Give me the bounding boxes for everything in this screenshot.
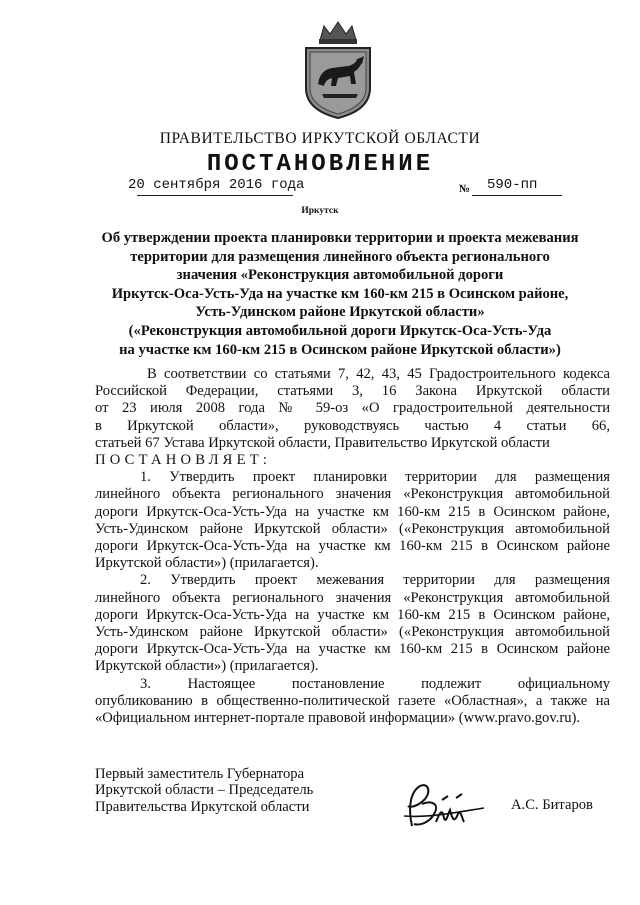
date-underline [137, 195, 293, 196]
position-line: Правительства Иркутской области [95, 798, 310, 815]
item-text: Утвердить проект межевания территории для размещения [170, 572, 610, 589]
number-sign: № [459, 183, 471, 195]
preamble-line: от 23 июля 2008 года № 59-оз «О градостроительной деятельности [95, 400, 610, 417]
document-number: 590-пп [487, 177, 538, 193]
item-line: дороги Иркутск-Оса-Усть-Уда на участке км 160-км 215 в Осинском районе, [95, 606, 610, 623]
item-line: линейного объекта регионального значения «Реконструкция автомобильной [95, 486, 610, 503]
document-type: ПОСТАНОВЛЕНИЕ [206, 151, 434, 178]
item-line: опубликованию в общественно-политической газете «Областная», а также на [95, 692, 610, 709]
item-line: Иркутской области») (прилагается). [95, 555, 319, 572]
item-text: Настоящее постановление подлежит официальному [187, 675, 610, 692]
title-line: территории для размещения линейного объекта регионального [130, 248, 550, 265]
title-line: Об утверждении проекта планировки территории и проекта межевания [101, 230, 579, 246]
resolves-word: ПОСТАНОВЛЯЕТ: [95, 452, 272, 469]
coat-of-arms-icon [298, 18, 378, 122]
preamble-line: статьей 67 Устава Иркутской области, Правительство Иркутской области [95, 434, 550, 451]
title-line: значения «Реконструкция автомобильной дороги [176, 267, 504, 284]
item-number: 3. [140, 675, 151, 692]
item-number: 1. [140, 469, 151, 486]
item-3-first-line [95, 676, 610, 693]
document-city: Иркутск [301, 206, 339, 216]
item-line: линейного объекта регионального значения «Реконструкция автомобильной [95, 589, 610, 606]
number-underline [472, 195, 562, 196]
signatory-name: А.С. Битаров [511, 797, 593, 813]
document-body [95, 366, 610, 727]
item-line: Усть-Удинском районе Иркутской области» («Реконструкция автомобильной [95, 520, 610, 537]
item-line: дороги Иркутск-Оса-Усть-Уда на участке км 160-км 215 в Осинском районе [95, 538, 610, 555]
item-1-first-line [95, 469, 610, 486]
preamble-line: Российской Федерации, статьями 3, 16 Закона Иркутской области [95, 383, 610, 400]
title-line: Иркутск-Оса-Усть-Уда на участке км 160-км 215 в Осинском районе, [111, 285, 569, 302]
document-title [70, 229, 610, 359]
item-text: Утвердить проект планировки территории для размещения [169, 469, 610, 486]
preamble-line: В соответствии со статьями 7, 42, 43, 45 Градостроительного кодекса [147, 366, 610, 382]
item-line: Иркутской области») (прилагается). [95, 658, 319, 675]
document-date: 20 сентября 2016 года [128, 177, 305, 193]
item-number: 2. [140, 572, 151, 589]
signatory-position [95, 766, 313, 815]
title-line: («Реконструкция автомобильной дороги Иркутск-Оса-Усть-Уда [128, 322, 552, 339]
position-line: Иркутской области – Председатель [95, 782, 314, 799]
item-line: «Официальном интернет-портале правовой информации» (www.pravo.gov.ru). [95, 710, 581, 727]
preamble-line: в Иркутской области», руководствуясь частью 4 статьи 66, [95, 417, 610, 434]
government-name: ПРАВИТЕЛЬСТВО ИРКУТСКОЙ ОБЛАСТИ [159, 130, 481, 147]
handwritten-signature-icon [398, 778, 488, 836]
title-line: на участке км 160-км 215 в Осинском районе Иркутской области») [119, 341, 561, 358]
item-2-first-line [95, 572, 610, 589]
item-line: дороги Иркутск-Оса-Усть-Уда на участке км 160-км 215 в Осинском районе, [95, 503, 610, 520]
title-line: Усть-Удинском районе Иркутской области» [195, 304, 485, 321]
item-line: дороги Иркутск-Оса-Усть-Уда на участке км 160-км 215 в Осинском районе [95, 641, 610, 658]
position-line: Первый заместитель Губернатора [95, 766, 305, 782]
item-line: Усть-Удинском районе Иркутской области» («Реконструкция автомобильной [95, 624, 610, 641]
